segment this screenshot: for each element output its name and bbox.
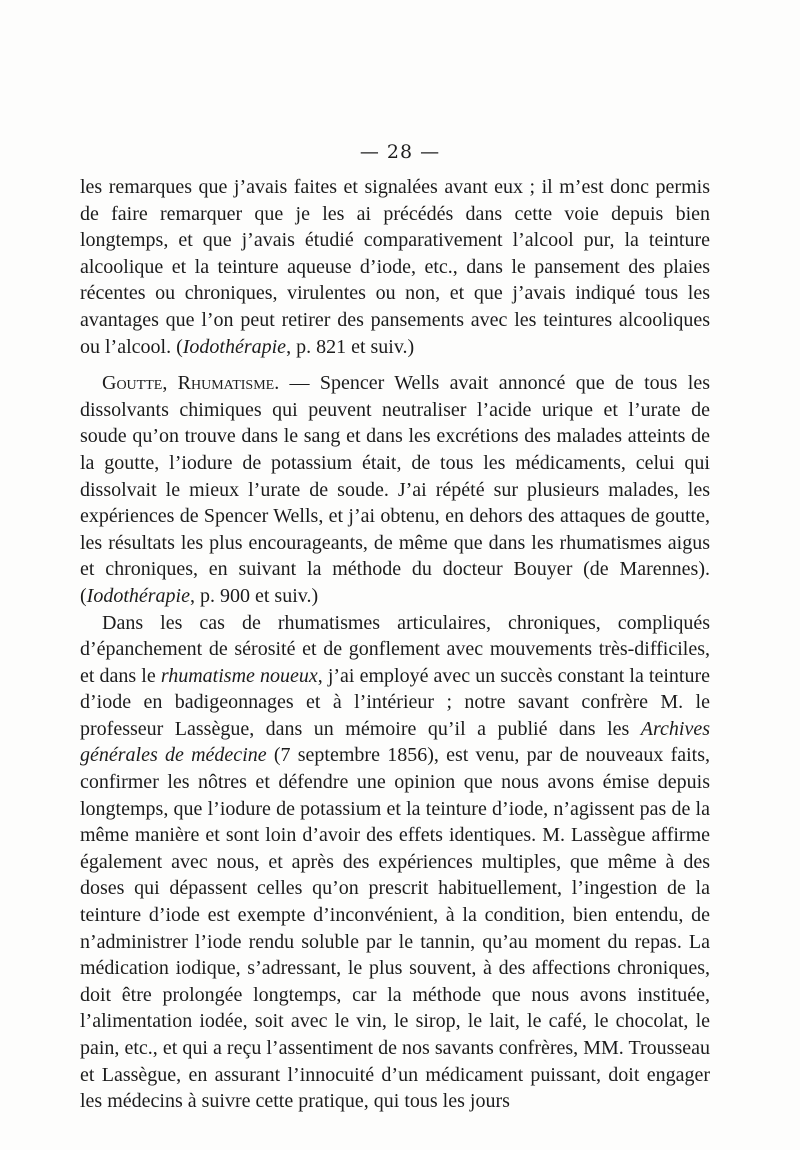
paragraph-gout-rheumatism: [80, 370, 710, 609]
italic-term: rhumatisme noueux: [160, 664, 318, 687]
journal-title: Archives générales de médecine: [80, 717, 710, 767]
citation-title: Iodothérapie: [86, 584, 190, 607]
paragraph-text: les remarques que j’avais faites et signalées avant eux ; il m’est donc permis de faire remarquer que je les ai précédés dans cette voie depuis bien longtemps, et que j’avais étudié comparativement l’alcool pur, la teinture alcoolique et la teinture aqueuse d’iode, etc., dans le pansement des plaies récentes ou chroniques, virulentes ou non, et que j’avais indiqué tous les avantages que l’on peut retirer des pansements avec les teintures alcooliques ou l’alcool. (: [80, 176, 710, 358]
paragraph-text: Dans les cas de rhumatismes articulaires, chroniques, compliqués d’épanchement de sérosité et de gonflement avec mouvements très-difficiles, et dans le: [80, 611, 710, 687]
paragraph-iodotherapy-dressings: [80, 174, 710, 360]
paragraph-articular-rheumatism: [80, 610, 710, 1115]
citation-title: Iodothérapie: [182, 335, 287, 358]
paragraph-text: — Spencer Wells avait annoncé que de tous les dissolvants chimiques qui peuvent neutraliser l’acide urique et l’urate de soude qu’on trouve dans le sang et dans les excrétions des malades atteints de la goutte, l’iodure de potassium était, de tous les médicaments, celui qui dissolvait le mieux l’urate de soude. J’ai répété sur plusieurs malades, les expériences de Spencer Wells, et j’ai obtenu, en dehors des attaques de goutte, les résultats les plus encourageants, de même que dans les rhumatismes aigus et chroniques, en suivant la méthode du docteur Bouyer (de Marennes). (: [80, 372, 710, 607]
citation-reference: , p. 900 et suiv.): [189, 584, 319, 607]
page-number: — 28 —: [359, 141, 441, 163]
section-heading: Goutte, Rhumatisme.: [102, 372, 280, 395]
citation-reference: , p. 821 et suiv.): [286, 335, 415, 358]
paragraph-text: , j’ai employé avec un succès constant la teinture d’iode en badigeonnages et à l’intérieur ; notre savant confrère M. le professeur Lassègue, dans un mémoire qu’il a publié dans les: [80, 664, 711, 740]
paragraph-text: (7 septembre 1856), est venu, par de nouveaux faits, confirmer les nôtres et défendre une opinion que nous avons émise depuis longtemps, que l’iodure de potassium et la teinture d’iode, n’agissent pas de la même manière et sont loin d’avoir des effets identiques. M. Lassègue affirme également avec nous, et après des expériences multiples, que même à des doses qui dépassent celles qu’on prescrit habituellement, l’ingestion de la teinture d’iode est exempte d’inconvénient, à la condition, bien entendu, de n’administrer l’iode rendu soluble par le tannin, qu’au moment du repas. La médication iodique, s’adressant, le plus souvent, à des affections chroniques, doit être prolongée longtemps, car la méthode que nous avons instituée, l’alimentation iodée, soit avec le vin, le sirop, le lait, le café, le chocolat, le pain, etc., et qui a reçu l’assentiment de nos savants confrères, MM. Trousseau et Lassègue, en assurant l’innocuité d’un médicament puissant, doit engager les médecins à suivre cette pratique, qui tous les jours: [80, 744, 711, 1113]
body-text: [80, 174, 710, 1115]
